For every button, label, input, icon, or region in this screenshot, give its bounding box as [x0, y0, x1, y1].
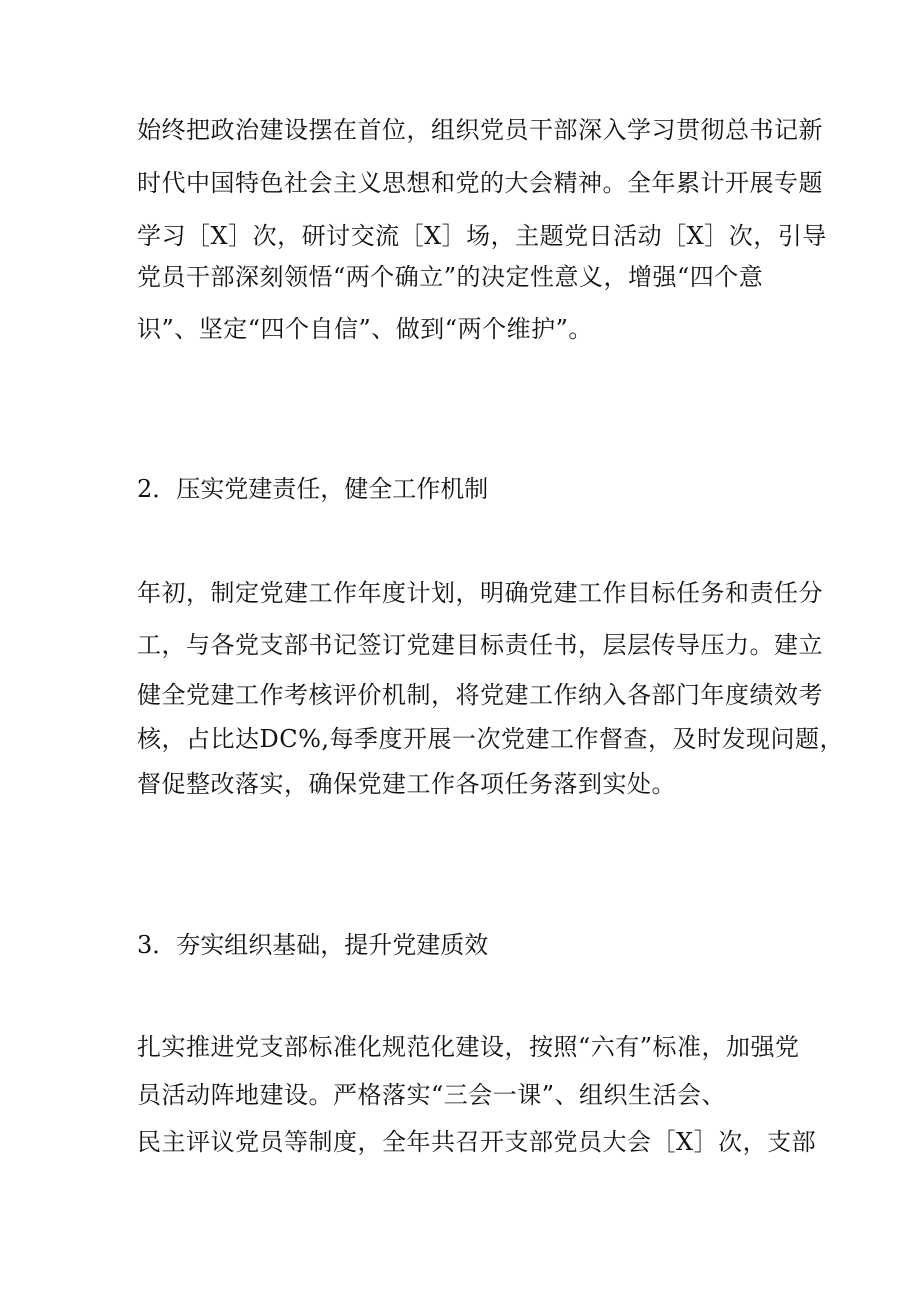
text-line: 督促整改落实，确保党建工作各项任务落到实处。 [137, 770, 676, 798]
text-line: 年初，制定党建工作年度计划，明确党建工作目标任务和责任分 [137, 579, 823, 607]
text-line: 党员干部深刻领悟“两个确立”的决定性意义，增强“四个意 [137, 263, 764, 291]
text-line: 始终把政治建设摆在首位，组织党员干部深入学习贯彻总书记新 [137, 116, 823, 144]
text-line: 扎实推进党支部标准化规范化建设，按照“六有”标准，加强党 [137, 1033, 800, 1061]
text-line: 民主评议党员等制度，全年共召开支部党员大会［X］次，支部 [137, 1128, 817, 1156]
section-heading-3: 3．夯实组织基础，提升党建质效 [137, 931, 489, 959]
text-line: 学习［X］次，研讨交流［X］场，主题党日活动［X］次，引导 [137, 222, 827, 250]
text-line: 健全党建工作考核评价机制，将党建工作纳入各部门年度绩效考 [137, 681, 823, 709]
text-line: 员活动阵地建设。严格落实“三会一课”、组织生活会、 [137, 1081, 727, 1109]
text-line: 核，占比达DC%,每季度开展一次党建工作督查，及时发现问题， [137, 725, 845, 753]
text-line: 时代中国特色社会主义思想和党的大会精神。全年累计开展专题 [137, 169, 823, 197]
text-line: 识”、坚定“四个自信”、做到“两个维护”。 [137, 315, 593, 343]
text-line: 工，与各党支部书记签订党建目标责任书，层层传导压力。建立 [137, 631, 823, 659]
section-heading-2: 2．压实党建责任，健全工作机制 [137, 475, 489, 503]
